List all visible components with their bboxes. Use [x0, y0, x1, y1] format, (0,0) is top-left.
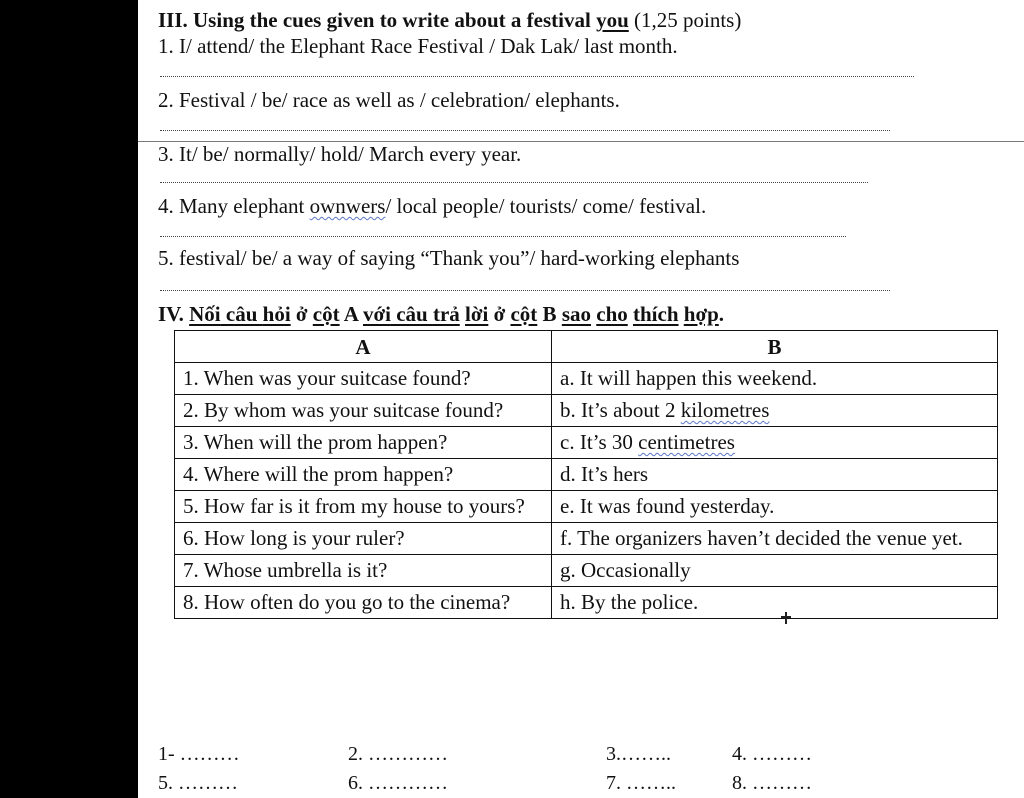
- section3-item-2: 2. Festival / be/ race as well as / celebration/ elephants.: [158, 88, 620, 112]
- answer-blank-4[interactable]: 4. ………: [732, 743, 812, 765]
- s4-title-part: thích: [633, 302, 679, 326]
- column-b-header: B: [552, 331, 998, 363]
- answer-cell: f. The organizers haven’t decided the venue yet.: [552, 523, 998, 555]
- answer-text-flagged: centimetres: [638, 430, 735, 454]
- answer-blank-7[interactable]: 7. ……..: [606, 772, 676, 794]
- answer-cell: e. It was found yesterday.: [552, 491, 998, 523]
- section4-title: [158, 302, 724, 326]
- column-a-header: A: [175, 331, 552, 363]
- answer-cell: d. It’s hers: [552, 459, 998, 491]
- answer-blank-3[interactable]: 3.……..: [606, 743, 671, 765]
- s4-title-part: hợp: [683, 302, 719, 326]
- section3-item-4-misspelled: ownwers: [309, 194, 386, 218]
- s4-title-part: cho: [596, 302, 628, 326]
- question-cell: 4. Where will the prom happen?: [175, 459, 552, 491]
- table-row: [175, 523, 998, 555]
- s4-title-part: cột: [312, 302, 340, 326]
- section3-item-3: 3. It/ be/ normally/ hold/ March every year.: [158, 142, 522, 166]
- question-cell: 8. How often do you go to the cinema?: [175, 587, 552, 619]
- s4-title-part: sao: [561, 302, 591, 326]
- s4-title-part: A: [339, 302, 363, 326]
- table-row: [175, 555, 998, 587]
- s4-title-part: hỏi: [262, 302, 291, 326]
- s4-title-part: ở: [290, 302, 313, 326]
- question-cell: 3. When will the prom happen?: [175, 427, 552, 459]
- s4-title-part: câu: [390, 302, 433, 326]
- answer-line-5: [160, 290, 890, 291]
- section3-heading: [158, 8, 741, 32]
- table-row: [175, 459, 998, 491]
- answer-blank-8[interactable]: 8. ………: [732, 772, 812, 794]
- s4-title-part: Nối: [189, 302, 221, 326]
- answer-text-flagged: kilometres: [680, 398, 770, 422]
- answer-cell: [552, 395, 998, 427]
- section3-item-4-end: / local people/ tourists/ come/ festival.: [385, 194, 707, 218]
- s4-title-part: IV.: [158, 302, 190, 326]
- s4-title-part: lời: [465, 302, 489, 326]
- answer-line-2: [160, 130, 890, 131]
- answer-line-1: [160, 76, 914, 77]
- section3-title: III. Using the cues given to write about a festival: [158, 8, 597, 32]
- table-row: [175, 363, 998, 395]
- table-row: [175, 395, 998, 427]
- section3-item-1: 1. I/ attend/ the Elephant Race Festival / Dak Lak/ last month.: [158, 34, 678, 58]
- answer-text: c. It’s 30: [560, 430, 639, 454]
- answer-blank-5[interactable]: 5. ………: [158, 772, 238, 794]
- text-cursor-icon: [785, 612, 787, 624]
- question-cell: 5. How far is it from my house to yours?: [175, 491, 552, 523]
- section3-item-5: 5. festival/ be/ a way of saying “Thank you”/ hard-working elephants: [158, 246, 740, 270]
- table-row: [175, 587, 998, 619]
- question-cell: 6. How long is your ruler?: [175, 523, 552, 555]
- answer-blank-6[interactable]: 6. …………: [348, 772, 448, 794]
- question-cell: 2. By whom was your suitcase found?: [175, 395, 552, 427]
- left-black-margin: [0, 0, 138, 798]
- table-header-row: [175, 331, 998, 363]
- question-cell: 7. Whose umbrella is it?: [175, 555, 552, 587]
- section3-item-4: [158, 194, 706, 218]
- section3-item-4-start: 4. Many elephant: [158, 194, 310, 218]
- section3-title-word: you: [596, 8, 629, 32]
- s4-title-part: cột: [510, 302, 538, 326]
- answer-cell: a. It will happen this weekend.: [552, 363, 998, 395]
- answer-cell: g. Occasionally: [552, 555, 998, 587]
- s4-title-part: với: [362, 302, 391, 326]
- matching-table: [174, 330, 998, 619]
- s4-title-part: trả: [432, 302, 460, 326]
- table-row: [175, 427, 998, 459]
- s4-title-part: câu: [220, 302, 263, 326]
- section3-points: (1,25 points): [628, 8, 742, 32]
- answer-blank-2[interactable]: 2. …………: [348, 743, 448, 765]
- question-cell: 1. When was your suitcase found?: [175, 363, 552, 395]
- answer-blank-1[interactable]: 1- ………: [158, 743, 240, 765]
- s4-title-part: B: [537, 302, 562, 326]
- answer-text: b. It’s about 2: [560, 398, 681, 422]
- answer-cell: [552, 427, 998, 459]
- s4-title-part: .: [718, 302, 725, 326]
- answer-line-3: [160, 182, 868, 183]
- table-row: [175, 491, 998, 523]
- s4-title-part: ở: [488, 302, 511, 326]
- answer-cell: h. By the police.: [552, 587, 998, 619]
- answer-line-4: [160, 236, 846, 237]
